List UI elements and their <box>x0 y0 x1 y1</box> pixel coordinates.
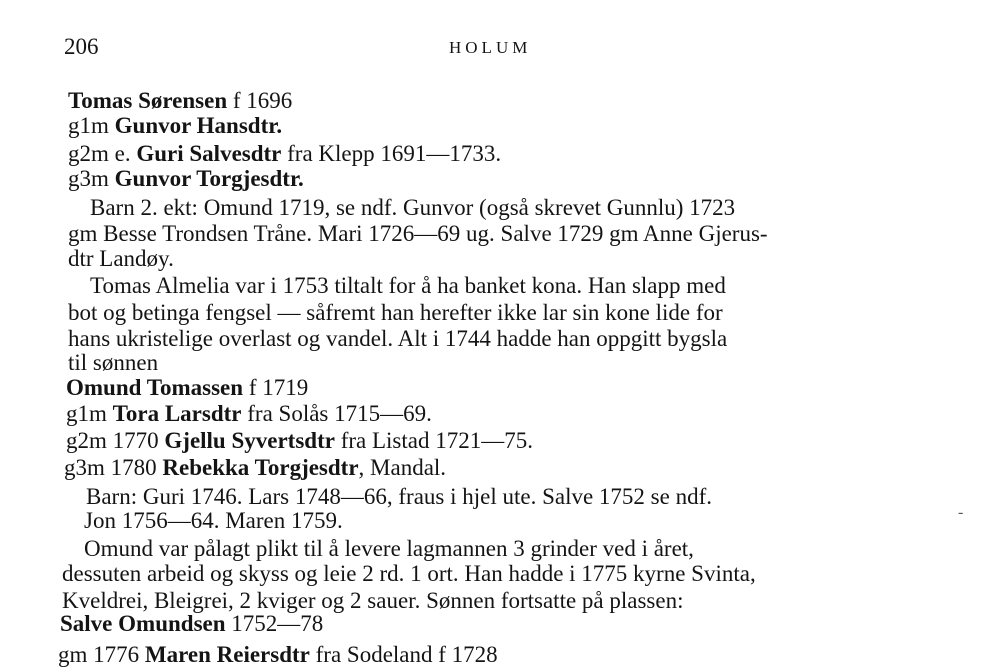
stray-mark: - <box>958 504 964 521</box>
text-line: Salve Omundsen 1752—78 <box>60 611 324 636</box>
text-line: Barn 2. ekt: Omund 1719, se ndf. Gunvor (også skrevet Gunnlu) 1723 <box>90 195 736 220</box>
running-head: HOLUM <box>449 38 532 57</box>
text-line: til sønnen <box>68 350 159 375</box>
text-line: Barn: Guri 1746. Lars 1748—66, fraus i hjel ute. Salve 1752 se ndf. <box>86 484 712 509</box>
text-line: dessuten arbeid og skyss og leie 2 rd. 1 ort. Han hadde i 1775 kyrne Svinta, <box>62 561 756 586</box>
text-line: Tomas Almelia var i 1753 tiltalt for å ha banket kona. Han slapp med <box>90 273 726 298</box>
text-line: g3m 1780 Rebekka Torgjesdtr, Mandal. <box>64 455 447 480</box>
text-line: g3m Gunvor Torgjesdtr. <box>68 166 304 191</box>
text-line: hans ukristelige overlast og vandel. Alt i 1744 hadde han oppgitt bygsla <box>68 326 728 351</box>
text-line: dtr Landøy. <box>68 246 174 271</box>
text-line: g2m e. Guri Salvesdtr fra Klepp 1691—1733. <box>68 141 502 166</box>
text-line: gm 1776 Maren Reiersdtr fra Sodeland f 1728 <box>58 642 498 667</box>
text-line: Tomas Sørensen f 1696 <box>68 88 293 113</box>
text-line: gm Besse Trondsen Tråne. Mari 1726—69 ug. Salve 1729 gm Anne Gjerus- <box>68 221 768 246</box>
text-line: g1m Tora Larsdtr fra Solås 1715—69. <box>66 401 432 426</box>
text-line: g2m 1770 Gjellu Syvertsdtr fra Listad 1721—75. <box>66 428 533 453</box>
text-line: g1m Gunvor Hansdtr. <box>68 113 283 138</box>
text-line: Kveldrei, Bleigrei, 2 kviger og 2 sauer. Sønnen fortsatte på plassen: <box>62 588 684 613</box>
text-line: Omund Tomassen f 1719 <box>66 375 309 400</box>
text-line: bot og betinga fengsel — såfremt han herefter ikke lar sin kone lide for <box>68 300 723 325</box>
page-number: 206 <box>64 34 99 59</box>
text-line: Omund var pålagt plikt til å levere lagmannen 3 grinder ved i året, <box>84 536 694 561</box>
text-line: Jon 1756—64. Maren 1759. <box>84 508 343 533</box>
